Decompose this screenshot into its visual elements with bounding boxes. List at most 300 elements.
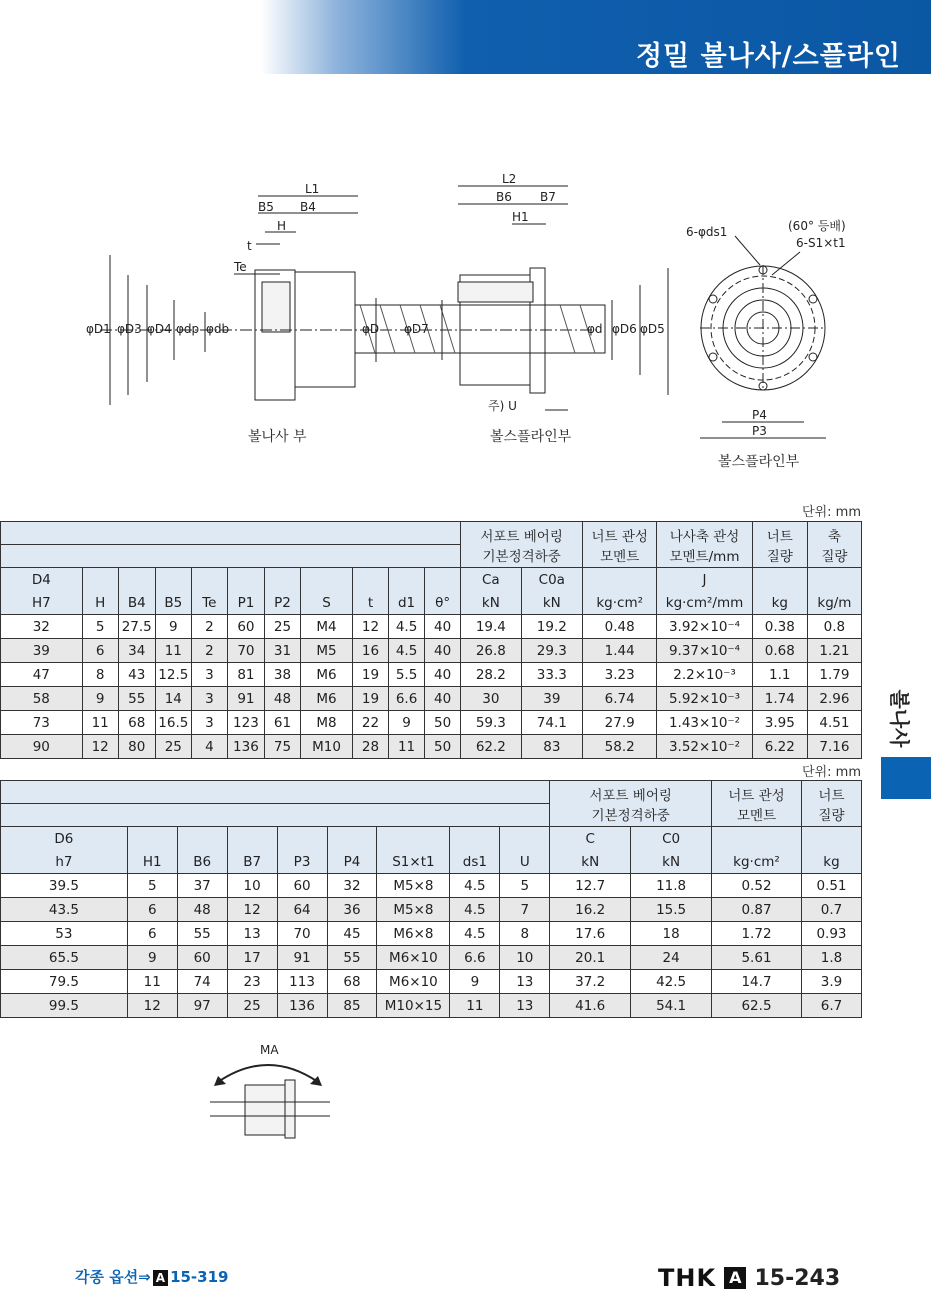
t2-cell: 4.5 (450, 874, 500, 898)
t2-cell: 39.5 (1, 874, 128, 898)
t1-cell: 50 (425, 711, 461, 735)
t2-cell: 12 (127, 994, 177, 1018)
t2-col-4: P3 (277, 850, 327, 874)
t1-cell: 2 (191, 639, 227, 663)
table-row (1, 898, 862, 922)
t1-cell: 25 (265, 615, 301, 639)
t2-cell: 6 (127, 898, 177, 922)
t2-cell: 4.5 (450, 922, 500, 946)
t1-cell: 7.16 (807, 735, 861, 759)
t1-cell: 68 (118, 711, 155, 735)
t2-col-9-top: C (550, 827, 631, 851)
t1-cell: M6 (301, 687, 353, 711)
moment-sketch (200, 1040, 335, 1140)
t2-cell: 4.5 (450, 898, 500, 922)
table-row (1, 994, 862, 1018)
t2-cell: 97 (177, 994, 227, 1018)
t1-col-13: kg·cm² (583, 591, 657, 615)
t1-cell: 58 (1, 687, 83, 711)
t1-cell: 34 (118, 639, 155, 663)
a-mark-icon: A (724, 1267, 746, 1289)
t1-cell: 50 (425, 735, 461, 759)
t2-col-10: kN (631, 850, 712, 874)
t1-cell: 1.74 (752, 687, 807, 711)
t1-cell: 6.6 (389, 687, 425, 711)
t1-cell: 0.8 (807, 615, 861, 639)
t1-col-16: kg/m (807, 591, 861, 615)
label-ds1: 6-φds1 (686, 225, 728, 239)
t1-cell: 4 (191, 735, 227, 759)
t2-col-0-top: D6 (1, 827, 128, 851)
t1-cell: 90 (1, 735, 83, 759)
t1-cell: 16 (353, 639, 389, 663)
t1-cell: 83 (521, 735, 583, 759)
options-link[interactable]: 각종 옵션⇒ A 15-319 (75, 1268, 229, 1286)
t1-cell: 3.95 (752, 711, 807, 735)
t2-cell: 79.5 (1, 970, 128, 994)
t2-cell: 1.72 (712, 922, 802, 946)
label-B5: B5 (258, 200, 274, 214)
table1-unit: 단위: mm (802, 505, 861, 520)
t2-cell: 37.2 (550, 970, 631, 994)
t1-cell: 40 (425, 663, 461, 687)
t1-col-16-top (807, 568, 861, 592)
t1-cell: 2.2×10⁻³ (657, 663, 752, 687)
t2-cell: 36 (327, 898, 377, 922)
t2-col-8: U (500, 850, 550, 874)
t2-col-5-top (327, 827, 377, 851)
t2-cell: 32 (327, 874, 377, 898)
t2-col-10-top: C0 (631, 827, 712, 851)
t2-cell: 5.61 (712, 946, 802, 970)
t2-cell: 11 (127, 970, 177, 994)
t2-cell: 64 (277, 898, 327, 922)
a-mark-icon: A (153, 1270, 168, 1286)
t2-col-7-top (450, 827, 500, 851)
t1-cell: 9 (389, 711, 425, 735)
t1-cell: 5 (82, 615, 118, 639)
t2-cell: M6×8 (377, 922, 450, 946)
t1-cell: 0.68 (752, 639, 807, 663)
t1-col-14-top: J (657, 568, 752, 592)
label-B6: B6 (496, 190, 512, 204)
t1-cell: 12 (353, 615, 389, 639)
technical-drawing (0, 150, 880, 490)
t1-col-13-top (583, 568, 657, 592)
t1-cell: M4 (301, 615, 353, 639)
t1-cell: 1.44 (583, 639, 657, 663)
chapter-label: 볼나사 (887, 689, 912, 747)
t2-cell: 60 (177, 946, 227, 970)
t1-cell: 11 (155, 639, 191, 663)
t1-cell: 74.1 (521, 711, 583, 735)
table-row (1, 615, 862, 639)
t1-cell: 0.38 (752, 615, 807, 639)
t1-cell: 1.43×10⁻² (657, 711, 752, 735)
t2-cell: 48 (177, 898, 227, 922)
t2-cell: 53 (1, 922, 128, 946)
t1-cell: 19.2 (521, 615, 583, 639)
t1-cell: 40 (425, 687, 461, 711)
t1-col-6-top (265, 568, 301, 592)
t1-cell: 29.3 (521, 639, 583, 663)
t1-cell: 30 (461, 687, 521, 711)
t2-cell: 65.5 (1, 946, 128, 970)
t1-cell: 19 (353, 687, 389, 711)
table-row (1, 711, 862, 735)
t1-cell: 38 (265, 663, 301, 687)
t1-cell: 40 (425, 639, 461, 663)
t1-cell: 9 (155, 615, 191, 639)
t1-cell: 1.79 (807, 663, 861, 687)
t2-cell: 0.87 (712, 898, 802, 922)
t2-cell: 24 (631, 946, 712, 970)
t1-col-15-top (752, 568, 807, 592)
label-H1: H1 (512, 210, 529, 224)
t1-cell: 9.37×10⁻⁴ (657, 639, 752, 663)
t2-cell: 99.5 (1, 994, 128, 1018)
label-dp: φdp (176, 322, 200, 336)
t1-cell: 5.5 (389, 663, 425, 687)
t2-cell: M6×10 (377, 946, 450, 970)
t1-cell: 43 (118, 663, 155, 687)
label-equal-spacing: (60° 등배) (788, 219, 846, 233)
t1-cell: 14 (155, 687, 191, 711)
t1-cell: 6.74 (583, 687, 657, 711)
t2-cell: 15.5 (631, 898, 712, 922)
t2-cell: 17 (227, 946, 277, 970)
t1-cell: 32 (1, 615, 83, 639)
t1-col-4-top (191, 568, 227, 592)
t2-cell: 11 (450, 994, 500, 1018)
label-MA: MA (260, 1043, 279, 1057)
t1-cell: 27.5 (118, 615, 155, 639)
t1-cell: 0.48 (583, 615, 657, 639)
t2-col-7: ds1 (450, 850, 500, 874)
t1-cell: 47 (1, 663, 83, 687)
t2-cell: 13 (500, 994, 550, 1018)
t2-cell: 74 (177, 970, 227, 994)
t1-cell: 75 (265, 735, 301, 759)
t1-cell: 81 (227, 663, 264, 687)
t1-cell: 60 (227, 615, 264, 639)
t1-col-3-top (155, 568, 191, 592)
t1-cell: 4.5 (389, 639, 425, 663)
t2-col-3-top (227, 827, 277, 851)
label-S1t1: 6-S1×t1 (796, 236, 846, 250)
caption-ballscrew: 볼나사 부 (248, 429, 307, 445)
t1-col-15: kg (752, 591, 807, 615)
t2-cell: 5 (500, 874, 550, 898)
t1-col-11: kN (461, 591, 521, 615)
t1-col-10: θ° (425, 591, 461, 615)
thk-logo: THK (658, 1264, 717, 1292)
table-row (1, 874, 862, 898)
label-P4: P4 (752, 408, 767, 422)
t2-cell: 18 (631, 922, 712, 946)
t1-cell: M5 (301, 639, 353, 663)
t2-cell: 62.5 (712, 994, 802, 1018)
t1-cell: 3.92×10⁻⁴ (657, 615, 752, 639)
t1-col-2: B4 (118, 591, 155, 615)
table-row (1, 687, 862, 711)
t1-h-nut-inertia: 너트 관성 모멘트 (583, 522, 657, 568)
t2-col-12: kg (801, 850, 861, 874)
t2-cell: 6 (127, 922, 177, 946)
t2-cell: M5×8 (377, 874, 450, 898)
t2-cell: 20.1 (550, 946, 631, 970)
table-row (1, 639, 862, 663)
t1-cell: 3 (191, 687, 227, 711)
t1-col-1-top (82, 568, 118, 592)
t1-col-9-top (389, 568, 425, 592)
table-row (1, 735, 862, 759)
t1-cell: 27.9 (583, 711, 657, 735)
t1-cell: 136 (227, 735, 264, 759)
t1-cell: 3 (191, 663, 227, 687)
label-B7: B7 (540, 190, 556, 204)
chapter-tab (881, 757, 931, 799)
caption-spline-front: 볼스플라인부 (718, 454, 800, 470)
t1-col-3: B5 (155, 591, 191, 615)
t2-col-1-top (127, 827, 177, 851)
t1-col-11-top: Ca (461, 568, 521, 592)
t2-cell: M10×15 (377, 994, 450, 1018)
t1-cell: 1.1 (752, 663, 807, 687)
t1-cell: 61 (265, 711, 301, 735)
t2-h-nut-inertia: 너트 관성 모멘트 (712, 781, 802, 827)
t1-col-5: P1 (227, 591, 264, 615)
t1-cell: 2 (191, 615, 227, 639)
t1-col-7-top (301, 568, 353, 592)
t2-cell: 3.9 (801, 970, 861, 994)
t2-cell: 0.93 (801, 922, 861, 946)
t1-cell: 31 (265, 639, 301, 663)
t1-col-6: P2 (265, 591, 301, 615)
t2-col-8-top (500, 827, 550, 851)
t1-cell: 6 (82, 639, 118, 663)
label-B4: B4 (300, 200, 316, 214)
t1-cell: 40 (425, 615, 461, 639)
t1-h-shaft-mass: 축 질량 (807, 522, 861, 568)
t1-col-9: d1 (389, 591, 425, 615)
t1-cell: 3.52×10⁻² (657, 735, 752, 759)
ballscrew-spec-table (0, 521, 862, 759)
t2-cell: 9 (127, 946, 177, 970)
t1-cell: 19.4 (461, 615, 521, 639)
t1-col-1: H (82, 591, 118, 615)
t2-cell: 85 (327, 994, 377, 1018)
t2-cell: M6×10 (377, 970, 450, 994)
t1-cell: 80 (118, 735, 155, 759)
t1-cell: 16.5 (155, 711, 191, 735)
table-row (1, 946, 862, 970)
t2-cell: 10 (227, 874, 277, 898)
t2-cell: 0.7 (801, 898, 861, 922)
table-row (1, 970, 862, 994)
t2-cell: 7 (500, 898, 550, 922)
t2-cell: 5 (127, 874, 177, 898)
t1-cell: 25 (155, 735, 191, 759)
t2-col-6-top (377, 827, 450, 851)
t2-cell: 8 (500, 922, 550, 946)
t2-cell: 13 (500, 970, 550, 994)
t2-cell: 12.7 (550, 874, 631, 898)
t1-cell: 1.21 (807, 639, 861, 663)
t2-cell: 113 (277, 970, 327, 994)
t2-cell: M5×8 (377, 898, 450, 922)
t2-cell: 25 (227, 994, 277, 1018)
label-U: 주) U (488, 399, 517, 413)
t2-cell: 136 (277, 994, 327, 1018)
t1-cell: 8 (82, 663, 118, 687)
t2-cell: 12 (227, 898, 277, 922)
spline-spec-table (0, 780, 862, 1018)
t1-cell: 2.96 (807, 687, 861, 711)
page-footer (658, 1264, 840, 1292)
page-number: 15-243 (754, 1265, 841, 1291)
t2-cell: 68 (327, 970, 377, 994)
t2-cell: 13 (227, 922, 277, 946)
t1-cell: 39 (1, 639, 83, 663)
t1-cell: 28.2 (461, 663, 521, 687)
t2-cell: 16.2 (550, 898, 631, 922)
t1-col-0: H7 (1, 591, 83, 615)
t1-cell: M10 (301, 735, 353, 759)
label-D3: φD3 (117, 322, 142, 336)
t2-col-5: P4 (327, 850, 377, 874)
t1-col-14: kg·cm²/mm (657, 591, 752, 615)
t1-cell: 11 (389, 735, 425, 759)
t1-cell: 3.23 (583, 663, 657, 687)
label-H: H (277, 219, 287, 233)
label-D: φD (362, 322, 380, 336)
label-d: φd (587, 322, 603, 336)
t2-col-9: kN (550, 850, 631, 874)
label-D6: φD6 (612, 322, 637, 336)
t1-cell: M6 (301, 663, 353, 687)
t2-cell: 55 (177, 922, 227, 946)
t1-col-12-top: C0a (521, 568, 583, 592)
label-D5: φD5 (640, 322, 665, 336)
t2-cell: 14.7 (712, 970, 802, 994)
label-Te: Te (234, 260, 247, 274)
t2-h-nut-mass: 너트 질량 (801, 781, 861, 827)
t1-cell: 12.5 (155, 663, 191, 687)
label-L2: L2 (502, 172, 517, 186)
t1-cell: 58.2 (583, 735, 657, 759)
t2-cell: 11.8 (631, 874, 712, 898)
t1-cell: 48 (265, 687, 301, 711)
t2-cell: 6.6 (450, 946, 500, 970)
t1-h-shaft-inertia: 나사축 관성 모멘트/mm (657, 522, 752, 568)
t2-cell: 6.7 (801, 994, 861, 1018)
t1-cell: 5.92×10⁻³ (657, 687, 752, 711)
t1-col-10-top (425, 568, 461, 592)
t1-col-8-top (353, 568, 389, 592)
t1-cell: 11 (82, 711, 118, 735)
t2-cell: 0.51 (801, 874, 861, 898)
label-D1: φD1 (86, 322, 111, 336)
t1-cell: 28 (353, 735, 389, 759)
t1-cell: 9 (82, 687, 118, 711)
t2-col-2: B6 (177, 850, 227, 874)
t2-cell: 60 (277, 874, 327, 898)
t2-cell: 54.1 (631, 994, 712, 1018)
t1-cell: 19 (353, 663, 389, 687)
t2-col-4-top (277, 827, 327, 851)
t1-col-12: kN (521, 591, 583, 615)
t1-cell: 55 (118, 687, 155, 711)
header-band (0, 0, 931, 74)
t1-cell: 70 (227, 639, 264, 663)
t2-col-11-top (712, 827, 802, 851)
t2-cell: 55 (327, 946, 377, 970)
label-D7: φD7 (404, 322, 429, 336)
t1-cell: 4.5 (389, 615, 425, 639)
t1-cell: 39 (521, 687, 583, 711)
t1-cell: 59.3 (461, 711, 521, 735)
t2-cell: 41.6 (550, 994, 631, 1018)
t1-cell: 33.3 (521, 663, 583, 687)
t1-col-8: t (353, 591, 389, 615)
t1-h-bearing: 서포트 베어링 기본정격하중 (461, 522, 583, 568)
label-L1: L1 (305, 182, 320, 196)
t2-cell: 0.52 (712, 874, 802, 898)
page-title: 정밀 볼나사/스플라인 (636, 41, 901, 72)
table-row (1, 922, 862, 946)
t1-col-2-top (118, 568, 155, 592)
table2-unit: 단위: mm (802, 765, 861, 780)
t1-cell: 22 (353, 711, 389, 735)
t2-cell: 42.5 (631, 970, 712, 994)
t2-col-6: S1×t1 (377, 850, 450, 874)
t1-cell: 3 (191, 711, 227, 735)
table-row (1, 663, 862, 687)
t2-cell: 1.8 (801, 946, 861, 970)
t1-cell: 123 (227, 711, 264, 735)
t1-cell: M8 (301, 711, 353, 735)
t2-h-bearing: 서포트 베어링 기본정격하중 (550, 781, 712, 827)
t2-col-11: kg·cm² (712, 850, 802, 874)
t1-cell: 26.8 (461, 639, 521, 663)
t2-cell: 9 (450, 970, 500, 994)
t2-cell: 43.5 (1, 898, 128, 922)
t2-cell: 70 (277, 922, 327, 946)
t2-cell: 45 (327, 922, 377, 946)
t1-cell: 62.2 (461, 735, 521, 759)
t2-col-12-top (801, 827, 861, 851)
t2-col-0: h7 (1, 850, 128, 874)
label-D4: φD4 (147, 322, 172, 336)
label-t: t (247, 239, 252, 253)
t1-col-0-top: D4 (1, 568, 83, 592)
t1-col-4: Te (191, 591, 227, 615)
t1-cell: 73 (1, 711, 83, 735)
label-db: φdb (206, 322, 230, 336)
t2-cell: 23 (227, 970, 277, 994)
t1-col-5-top (227, 568, 264, 592)
caption-spline-side: 볼스플라인부 (490, 429, 572, 445)
t2-cell: 10 (500, 946, 550, 970)
t1-cell: 4.51 (807, 711, 861, 735)
t1-cell: 12 (82, 735, 118, 759)
t1-h-nut-mass: 너트 질량 (752, 522, 807, 568)
t1-col-7: S (301, 591, 353, 615)
t2-col-2-top (177, 827, 227, 851)
t2-col-1: H1 (127, 850, 177, 874)
label-P3: P3 (752, 424, 767, 438)
